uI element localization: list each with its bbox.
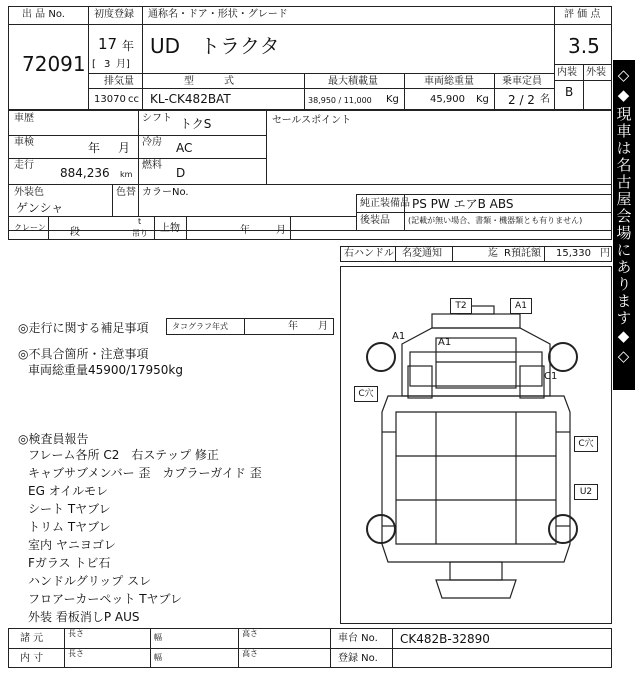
gross-weight-label: 車両総重量 bbox=[424, 76, 474, 87]
shift-value: トクS bbox=[180, 117, 212, 131]
divider bbox=[138, 184, 139, 216]
inspector-line: ハンドルグリップ スレ bbox=[28, 574, 152, 588]
divider bbox=[266, 110, 267, 184]
divider bbox=[554, 6, 555, 110]
std-equip-value: PS PW エアB ABS bbox=[412, 197, 514, 211]
divider bbox=[583, 64, 584, 110]
divider bbox=[88, 88, 554, 89]
gross-weight-unit: Kg bbox=[476, 94, 489, 105]
divider bbox=[88, 24, 554, 25]
divider bbox=[8, 648, 612, 649]
divider bbox=[8, 184, 612, 185]
displacement-unit: cc bbox=[128, 94, 139, 105]
divider bbox=[150, 628, 151, 668]
divider bbox=[8, 135, 266, 136]
tacho-month: 月 bbox=[318, 321, 328, 332]
rating-value: 3.5 bbox=[568, 34, 600, 58]
inspection-label: 車検 bbox=[14, 137, 34, 148]
upper-year: 年 bbox=[240, 225, 250, 236]
mark-a1-cab: A1 bbox=[438, 337, 452, 348]
gross-weight-value: 45,900 bbox=[430, 94, 465, 105]
inspector-header: ◎検査員報告 bbox=[18, 432, 89, 446]
crane-t: t bbox=[138, 217, 142, 226]
specs-label: 諸 元 bbox=[20, 633, 44, 644]
inspection-month-unit: 月 bbox=[118, 141, 131, 155]
capacity-label: 乗車定員 bbox=[502, 76, 542, 87]
divider bbox=[142, 24, 143, 73]
r-fee-unit: 円 bbox=[600, 248, 610, 259]
divider bbox=[330, 628, 331, 668]
cooling-label: 冷房 bbox=[142, 137, 162, 148]
chassis-no-value: CK482B-32890 bbox=[400, 632, 490, 646]
mileage-label: 走行 bbox=[14, 160, 34, 171]
divider bbox=[290, 216, 291, 240]
divider bbox=[138, 110, 139, 184]
divider bbox=[494, 73, 495, 110]
model-code-value: KL-CK482BAT bbox=[150, 92, 231, 106]
interior-label: 内装 bbox=[557, 67, 577, 78]
color-no-label: カラーNo. bbox=[142, 187, 189, 198]
reg-year-unit: 年 bbox=[122, 39, 135, 53]
steering-value: 右ハンドル bbox=[344, 248, 394, 259]
divider bbox=[64, 628, 65, 668]
divider bbox=[8, 216, 356, 217]
r-fee-label: R預託額 bbox=[504, 248, 541, 259]
mark-t2: T2 bbox=[450, 298, 472, 314]
divider bbox=[356, 194, 612, 195]
divider bbox=[142, 6, 143, 24]
history-label: 車歴 bbox=[14, 113, 34, 124]
inspector-line: フロアーカーペット Tヤブレ bbox=[28, 592, 183, 606]
inspector-line: 室内 ヤニヨゴレ bbox=[28, 538, 116, 552]
sales-point-label: セールスポイント bbox=[272, 115, 352, 126]
inspector-line: Fガラス トビ石 bbox=[28, 556, 111, 570]
divider bbox=[8, 230, 612, 231]
mark-a1-left: A1 bbox=[392, 331, 406, 342]
divider bbox=[8, 158, 266, 159]
color-value: ゲンシャ bbox=[16, 201, 64, 215]
divider bbox=[392, 628, 393, 668]
truck-diagram bbox=[340, 266, 612, 624]
vehicle-name: UD トラクタ bbox=[150, 34, 280, 58]
max-load-value: 38,950 / 11,000 bbox=[308, 96, 372, 105]
max-load-label: 最大積載量 bbox=[328, 76, 378, 87]
fuel-label: 燃料 bbox=[142, 160, 162, 171]
divider bbox=[88, 73, 554, 74]
inspection-year-unit: 年 bbox=[88, 141, 101, 155]
lot-no-label: 出 品 No. bbox=[22, 9, 65, 20]
shift-label: シフト bbox=[142, 113, 172, 124]
divider bbox=[8, 24, 88, 25]
divider bbox=[554, 80, 612, 81]
divider bbox=[154, 216, 155, 240]
mark-u2: U2 bbox=[574, 484, 598, 500]
crane-label: クレーン bbox=[14, 223, 46, 232]
max-load-unit: Kg bbox=[386, 94, 399, 105]
color-label: 外装色 bbox=[14, 187, 44, 198]
defects-text: 車両総重量45900/17950kg bbox=[28, 363, 183, 377]
lot-number: 72091 bbox=[22, 52, 86, 76]
divider bbox=[304, 73, 305, 110]
running-notes-header: ◎走行に関する補足事項 bbox=[18, 321, 149, 335]
divider bbox=[544, 246, 545, 262]
height-label: 高さ bbox=[242, 649, 258, 658]
capacity-value: 2 / 2 bbox=[508, 93, 535, 107]
crane-hang: 吊り bbox=[132, 229, 148, 238]
location-banner-text: ◇◆現車は名古屋会場にあります◆◇ bbox=[614, 66, 633, 367]
mileage-value: 884,236 bbox=[60, 166, 110, 180]
aftermarket-note: (記載が無い場合、書類・機器類とも有りません) bbox=[408, 216, 583, 225]
length-label: 長さ bbox=[68, 649, 84, 658]
model-header-label: 通称名・ドア・形状・グレード bbox=[148, 9, 288, 20]
reg-no-label: 登録 No. bbox=[338, 653, 378, 664]
mark-c-hole-right: C穴 bbox=[574, 436, 598, 452]
inspector-line: EG オイルモレ bbox=[28, 484, 109, 498]
divider bbox=[238, 628, 239, 668]
mileage-unit: km bbox=[120, 170, 133, 179]
front-left-wheel bbox=[366, 342, 396, 372]
tacho-year: 年 bbox=[288, 321, 298, 332]
width-label: 幅 bbox=[154, 633, 162, 642]
interior-grade: B bbox=[565, 85, 574, 99]
expiry-char: 迄 bbox=[488, 248, 498, 259]
chassis-no-label: 車台 No. bbox=[338, 633, 378, 644]
rear-right-wheel bbox=[548, 514, 578, 544]
reg-month: 3 bbox=[104, 59, 111, 70]
divider bbox=[356, 212, 612, 213]
mark-c1: C1 bbox=[544, 371, 558, 382]
cooling-value: AC bbox=[176, 141, 193, 155]
inspector-line: 外装 看板消しP AUS bbox=[28, 610, 140, 624]
model-code-label: 型 式 bbox=[184, 76, 234, 87]
crane-stage: 段 bbox=[70, 227, 80, 238]
capacity-unit: 名 bbox=[540, 94, 550, 105]
rear-left-wheel bbox=[366, 514, 396, 544]
length-label: 長さ bbox=[68, 629, 84, 638]
height-label: 高さ bbox=[242, 629, 258, 638]
divider bbox=[88, 6, 89, 110]
bracket: [ bbox=[92, 59, 96, 70]
color-change-label: 色替 bbox=[116, 187, 136, 198]
defects-header: ◎不具合箇所・注意事項 bbox=[18, 347, 149, 361]
divider bbox=[554, 24, 612, 25]
inspector-line: シート Tヤブレ bbox=[28, 502, 111, 516]
divider bbox=[244, 318, 245, 335]
r-fee-value: 15,330 bbox=[556, 248, 591, 259]
divider bbox=[404, 73, 405, 110]
std-equip-label: 純正装備品 bbox=[360, 198, 410, 209]
displacement-label: 排気量 bbox=[104, 76, 134, 87]
name-change-label: 名変通知 bbox=[402, 248, 442, 259]
divider bbox=[142, 73, 143, 110]
upper-label: 上物 bbox=[160, 223, 180, 234]
front-right-wheel bbox=[548, 342, 578, 372]
divider bbox=[186, 216, 187, 240]
divider bbox=[112, 184, 113, 216]
tacho-label: タコグラフ年式 bbox=[172, 322, 228, 331]
mark-a1-roof: A1 bbox=[510, 298, 532, 314]
reg-month-unit: 月] bbox=[116, 59, 130, 70]
inner-size-label: 内 寸 bbox=[20, 653, 44, 664]
rating-label: 評 価 点 bbox=[564, 9, 601, 20]
mark-c-hole-left: C穴 bbox=[354, 386, 378, 402]
divider bbox=[452, 246, 453, 262]
first-reg-label: 初度登録 bbox=[94, 9, 134, 20]
upper-month: 月 bbox=[276, 225, 286, 236]
divider bbox=[48, 216, 49, 240]
aftermarket-label: 後装品 bbox=[360, 215, 390, 226]
fuel-value: D bbox=[176, 166, 186, 180]
reg-year: 17 bbox=[98, 35, 118, 53]
exterior-label: 外装 bbox=[586, 67, 606, 78]
inspector-line: フレーム各所 C2 右ステップ 修正 bbox=[28, 448, 219, 462]
width-label: 幅 bbox=[154, 653, 162, 662]
location-banner bbox=[613, 60, 635, 390]
inspector-line: トリム Tヤブレ bbox=[28, 520, 111, 534]
displacement-value: 13070 bbox=[94, 94, 126, 105]
inspector-line: キャブサブメンバー 歪 カプラーガイド 歪 bbox=[28, 466, 262, 480]
